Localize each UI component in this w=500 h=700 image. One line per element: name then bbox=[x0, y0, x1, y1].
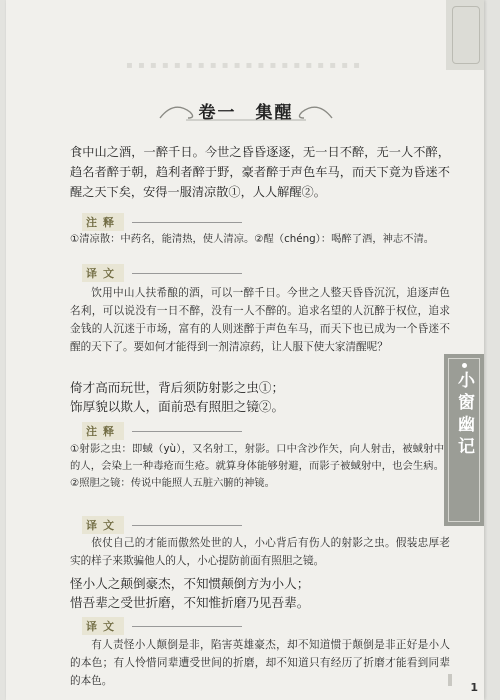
divider bbox=[132, 222, 242, 223]
passage3-translation: 有人责怪小人颠倒是非，陷害英雄豪杰，却不知道惯于颠倒是非正好是小人的本色；有人怜惜同辈遭受世间的折磨，却不知道只有经历了折磨才能看到同辈的本色。 bbox=[70, 639, 450, 687]
passage1-translation: 饮用中山人扶希酿的酒，可以一醉千日。今世之人整天昏昏沉沉，追逐声色名利，可以说没有一日不醉，没有一人不醉的。追求名望的人沉醉于权位，追求金钱的人沉迷于市场，富有的人则迷醉于声色车马，而天下也已成为一个昏迷不醒的天下了。要如何才能得到一剂清凉药，让人服下使大家清醒呢？ bbox=[70, 287, 450, 353]
passage1-notes-header bbox=[82, 213, 242, 231]
passage3-line1: 怪小人之颠倒豪杰，不知惯颠倒方为小人； bbox=[70, 576, 310, 591]
passage2-line2: 饰厚貌以欺人，面前恐有照胆之镜②。 bbox=[70, 399, 285, 414]
passage2-line1: 倚才高而玩世，背后须防射影之虫①； bbox=[70, 380, 285, 395]
divider bbox=[132, 525, 242, 526]
bleed-through-text: ▪ ▪ ▪ ▪ ▪ ▪ ▪ ▪ ▪ ▪ ▪ ▪ ▪ ▪ ▪ ▪ ▪ ▪ ▪ ▪ bbox=[126, 60, 361, 71]
corner-ornament bbox=[446, 0, 484, 70]
side-tab-label: 小窗幽记 bbox=[454, 371, 474, 459]
translation-label: 译文 bbox=[82, 617, 124, 635]
passage2-translation: 依仗自己的才能而傲然处世的人，小心背后有伤人的射影之虫。假装忠厚老实的样子来欺骗他人的人，小心提防前面有照胆之镜。 bbox=[70, 537, 450, 567]
notes-label: 注释 bbox=[82, 213, 124, 231]
translation-label: 译文 bbox=[82, 264, 124, 282]
bullet-dot-icon bbox=[462, 363, 467, 368]
side-tab-frame bbox=[448, 358, 480, 522]
passage3-line2: 惜吾辈之受世折磨，不知惟折磨乃见吾辈。 bbox=[70, 595, 310, 610]
page-number: 1 bbox=[470, 681, 478, 694]
chapter-title-block bbox=[156, 96, 336, 124]
passage3-translation-header bbox=[82, 617, 242, 635]
side-tab bbox=[444, 354, 484, 526]
passage1-text: 食中山之酒，一醉千日。今世之昏昏逐逐，无一日不醉，无一人不醉，趋名者醉于朝，趋利者醉于野，豪者醉于声色车马，而天下竟为昏迷不醒之天下矣，安得一服清凉散①，人人解醒②。 bbox=[70, 145, 450, 199]
passage2-notes: ①射影之虫：即蜮（yù），又名射工，射影。口中含沙作矢，向人射击，被蜮射中的人，会染上一种毒疮而生疮。就算身体能够射避，而影子被蜮射中，也会生病。②照胆之镜：传说中能照人五脏六腑的神镜。 bbox=[70, 443, 444, 489]
passage1-notes: ①清凉散：中药名，能清热，使人清凉。②酲（chéng）：喝醉了酒，神志不清。 bbox=[70, 233, 435, 245]
translation-label: 译文 bbox=[82, 516, 124, 534]
footer-bar bbox=[448, 674, 452, 686]
chapter-title: 卷一 集醒 bbox=[198, 102, 294, 123]
divider bbox=[132, 273, 242, 274]
book-page bbox=[6, 0, 484, 700]
passage2-notes-header bbox=[82, 422, 242, 440]
divider bbox=[132, 626, 242, 627]
passage2-translation-header bbox=[82, 516, 242, 534]
notes-label: 注释 bbox=[82, 422, 124, 440]
divider bbox=[132, 431, 242, 432]
passage1-translation-header bbox=[82, 264, 242, 282]
